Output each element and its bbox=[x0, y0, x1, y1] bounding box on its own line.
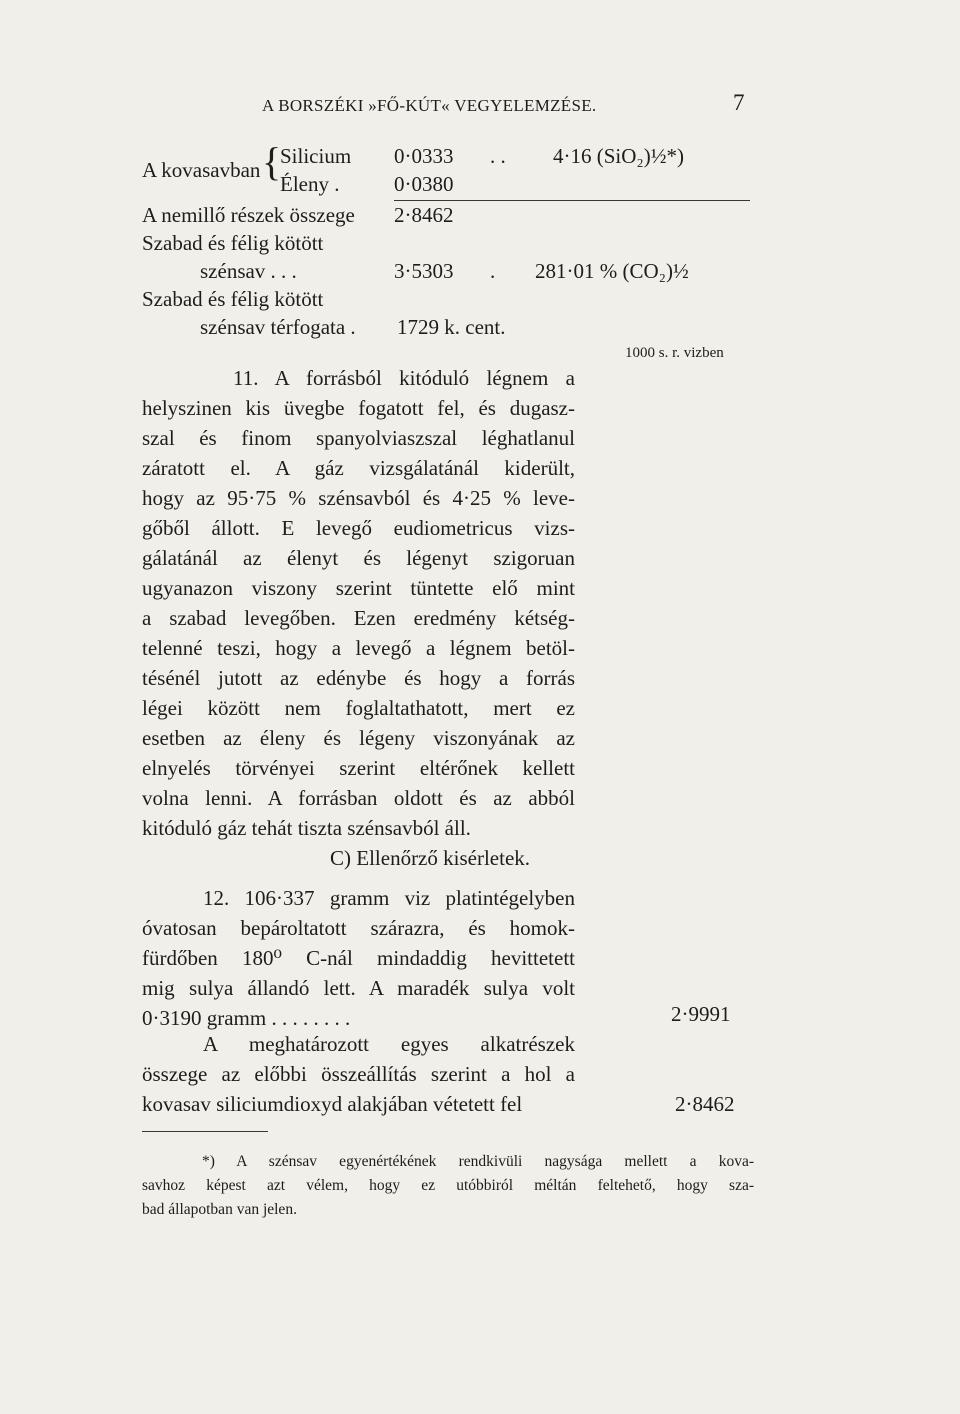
text-line: szal és finom spanyolviaszszal léghatlanul bbox=[142, 426, 575, 450]
running-header: A BORSZÉKI »FŐ-KÚT« VEGYELEMZÉSE. bbox=[262, 96, 597, 115]
szensav-percent: 281·01 % (CO₂)½ bbox=[535, 259, 689, 283]
sum-value: 2·8462 bbox=[394, 203, 454, 227]
text-line: telenné teszi, hogy a levegő a légnem betöl- bbox=[142, 636, 575, 660]
text-line: 12. 106·337 gramm viz platintégelyben bbox=[203, 886, 575, 910]
text-line: 0·3190 gramm . . . . . . . . bbox=[142, 1006, 351, 1030]
paragraph-12 bbox=[142, 886, 575, 1036]
section-heading: C) Ellenőrző kisérletek. bbox=[330, 846, 531, 870]
kovasav-label: A kovasavban bbox=[142, 158, 261, 182]
szensav-dot: . bbox=[490, 259, 496, 283]
residue-value: 2·9991 bbox=[671, 1002, 731, 1026]
sum-check-value: 2·8462 bbox=[675, 1092, 735, 1116]
text-line: ugyanazon viszony szerint tüntette elő mint bbox=[142, 576, 575, 600]
silicium-value: 0·0333 bbox=[394, 144, 454, 168]
silicium-dots: . . bbox=[490, 144, 506, 168]
text-line: esetben az éleny és légeny viszonyának az bbox=[142, 726, 575, 750]
text-line: a szabad levegőben. Ezen eredmény kétség- bbox=[142, 606, 575, 630]
eleny-value: 0·0380 bbox=[394, 172, 454, 196]
footnote bbox=[142, 1153, 754, 1225]
brace: { bbox=[262, 139, 282, 184]
eleny-label: Éleny . bbox=[280, 172, 340, 196]
szensav-label-2: szénsav . . . bbox=[200, 259, 297, 283]
text-line: kitóduló gáz tehát tiszta szénsavból áll. bbox=[142, 816, 471, 840]
paragraph-11 bbox=[142, 366, 575, 846]
text-line: tésénél jutott az edénybe és hogy a forrás bbox=[142, 666, 575, 690]
text-line: kovasav siliciumdioxyd alakjában vétetett fel bbox=[142, 1092, 523, 1116]
side-note: 1000 s. r. vizben bbox=[625, 345, 724, 361]
text-line: légei között nem foglaltathatott, mert ez bbox=[142, 696, 575, 720]
silicium-formula: 4·16 (SiO₂)½*) bbox=[553, 144, 684, 168]
footnote-line: bad állapotban van jelen. bbox=[142, 1201, 297, 1218]
text-line: fürdőben 180⁰ C-nál mindaddig hevittetett bbox=[142, 946, 575, 970]
sum-label: A nemillő részek összege bbox=[142, 203, 355, 227]
text-line: gálatánál az élenyt és légenyt szigoruan bbox=[142, 546, 575, 570]
text-line: volna lenni. A forrásban oldott és az abból bbox=[142, 786, 575, 810]
text-line: összege az előbbi összeállítás szerint a hol a bbox=[142, 1062, 575, 1086]
terfogat-value: 1729 k. cent. bbox=[397, 315, 506, 339]
footnote-line: *) A szénsav egyenértékének rendkivüli nagysága mellett a kova- bbox=[202, 1153, 754, 1170]
text-line: hogy az 95·75 % szénsavból és 4·25 % leve- bbox=[142, 486, 575, 510]
text-line: 11. A forrásból kitóduló légnem a bbox=[233, 366, 575, 390]
text-line: óvatosan bepároltatott szárazra, és homok- bbox=[142, 916, 575, 940]
text-line: elnyelés törvényei szerint eltérőnek kellett bbox=[142, 756, 575, 780]
szensav-label-1: Szabad és félig kötött bbox=[142, 231, 324, 255]
footnote-line: savhoz képest azt vélem, hogy ez utóbbiról méltán feltehető, hogy sza- bbox=[142, 1177, 754, 1194]
terfogat-label-1: Szabad és félig kötött bbox=[142, 287, 324, 311]
silicium-label: Silicium bbox=[280, 144, 352, 168]
text-line: gőből állott. E levegő eudiometricus vizs- bbox=[142, 516, 575, 540]
page-number: 7 bbox=[733, 90, 745, 115]
paragraph-13 bbox=[142, 1032, 575, 1122]
text-line: záratott el. A gáz vizsgálatánál kiderült, bbox=[142, 456, 575, 480]
text-line: mig sulya állandó lett. A maradék sulya volt bbox=[142, 976, 575, 1000]
footnote-rule bbox=[142, 1131, 268, 1132]
text-line: A meghatározott egyes alkatrészek bbox=[203, 1032, 575, 1056]
terfogat-label-2: szénsav térfogata . bbox=[200, 315, 356, 339]
text-line: helyszinen kis üvegbe fogatott fel, és dugasz- bbox=[142, 396, 575, 420]
sum-rule bbox=[394, 200, 750, 201]
szensav-value: 3·5303 bbox=[394, 259, 454, 283]
